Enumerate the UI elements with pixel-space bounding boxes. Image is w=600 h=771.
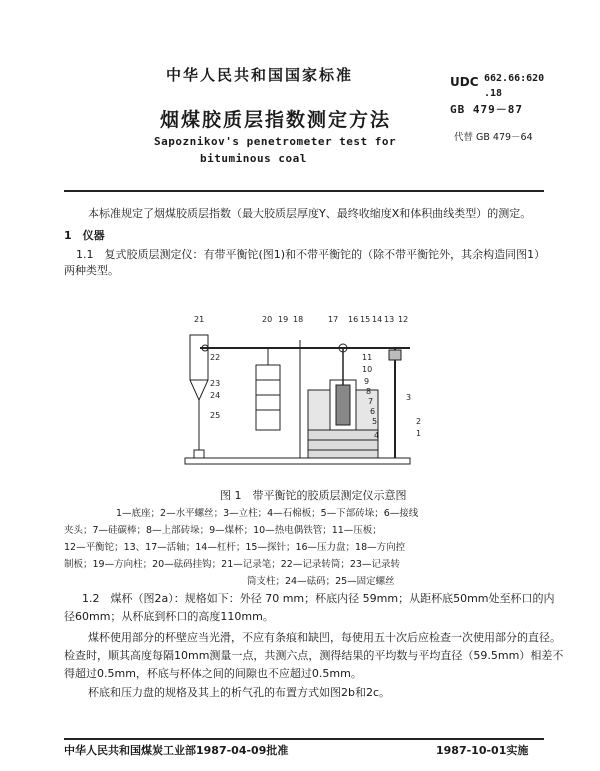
callout-20: 20 [262,315,273,324]
callout-1: 1 [416,429,422,438]
callout-15: 15 [360,315,371,324]
callout-12: 12 [398,315,409,324]
drum-taper [190,380,208,400]
clause-1-2-line2: 径60mm；从杯底到杯口的高度110mm。 [64,610,274,623]
callout-10: 10 [362,365,373,374]
clause-1-2-line5: 得超过0.5mm，杯底与杯体之间的间隙也不应超过0.5mm。 [64,667,362,680]
implementation-date: 1987-10-01实施 [436,744,529,757]
lower-brick-stack [308,430,378,458]
figure-1-legend-line4: 制板；19—方向柱；20—砝码挂钩；21—记录笔；22—记录转筒；23—记录转 [64,559,400,570]
base-plate [185,458,410,464]
coal-sample [336,385,350,425]
callout-11: 11 [362,353,373,362]
section-1-heading: 1 仪器 [64,229,105,242]
balance-weight [389,350,401,360]
callout-5: 5 [372,417,378,426]
document-title-cn: 烟煤胶质层指数测定方法 [160,109,392,131]
callout-16: 16 [348,315,359,324]
header-rule [64,190,544,192]
recording-drum [190,335,208,380]
weight-stack [256,365,280,430]
callout-8: 8 [366,387,372,396]
callout-25: 25 [210,411,221,420]
approval-note: 中华人民共和国煤炭工业部1987-04-09批准 [64,744,289,757]
document-title-en-line2: bituminous coal [200,152,307,165]
callout-23: 23 [210,379,221,388]
udc-sub: .18 [484,88,503,99]
gb-number: GB 479－87 [450,103,523,116]
figure-1-apparatus-diagram [180,310,430,480]
clause-1-2-line4: 检查时，顺其高度每隔10mm测量一点，共测六点，测得结果的平均数与平均直径（59.5mm）相差不 [64,649,564,662]
clause-1-1-line2: 两种类型。 [64,264,119,277]
figure-1-legend-line2: 夹头；7—硅碳棒；8—上部砖垛；9—煤杯；10—热电偶铁管；11—压板； [64,525,382,536]
figure-1-legend-line5: 筒支柱；24—砝码；25—固定螺丝 [247,576,395,587]
callout-21: 21 [194,315,205,324]
document-title-en-line1: Sapoznikov's penetrometer test for [154,135,397,148]
callout-4: 4 [374,431,380,440]
figure-1-caption: 图 1 带平衡铊的胶质层测定仪示意图 [220,489,407,502]
clause-1-2-line1: 1.2 煤杯（图2a）：规格如下：外径 70 mm；杯底内径 59mm；从距杯底50mm处至杯口的内 [82,592,555,605]
callout-13: 13 [384,315,395,324]
callout-24: 24 [210,391,221,400]
national-standard-title: 中华人民共和国国家标准 [166,66,354,84]
callout-3: 3 [406,393,412,402]
callout-19: 19 [278,315,289,324]
udc-number: 662.66:620 [484,73,545,84]
udc-label: UDC [450,75,479,89]
callout-6: 6 [370,407,376,416]
drum-base-block [194,450,204,458]
callout-14: 14 [372,315,383,324]
callout-2: 2 [416,417,422,426]
figure-1-legend-line3: 12—平衡铊；13、17—活轴；14—杠杆；15—探针；16—压力盘；18—方向控 [64,542,406,553]
callout-9: 9 [364,377,370,386]
callout-18: 18 [293,315,304,324]
clause-1-2-line3: 煤杯使用部分的杯壁应当光滑，不应有条痕和缺凹，每使用五十次后应检查一次使用部分的直径。 [88,631,561,644]
replaces-note: 代替 GB 479－64 [454,132,533,143]
callout-17: 17 [328,315,339,324]
callout-22: 22 [210,353,221,362]
clause-1-2-line6: 杯底和压力盘的规格及其上的析气孔的布置方式如图2b和2c。 [88,686,391,699]
intro-paragraph: 本标准规定了烟煤胶质层指数（最大胶质层厚度Y、最终收缩度X和体积曲线类型）的测定。 [88,207,532,220]
clause-1-1-line1: 1.1 复式胶质层测定仪：有带平衡铊(图1)和不带平衡铊的（除不带平衡铊外，其余构造同图1） [76,248,546,261]
figure-1-legend-line1: 1—底座；2—水平螺丝；3—立柱；4—石棉板；5—下部砖垛；6—接线 [116,508,419,519]
callout-7: 7 [368,397,374,406]
footer-rule [64,738,544,740]
